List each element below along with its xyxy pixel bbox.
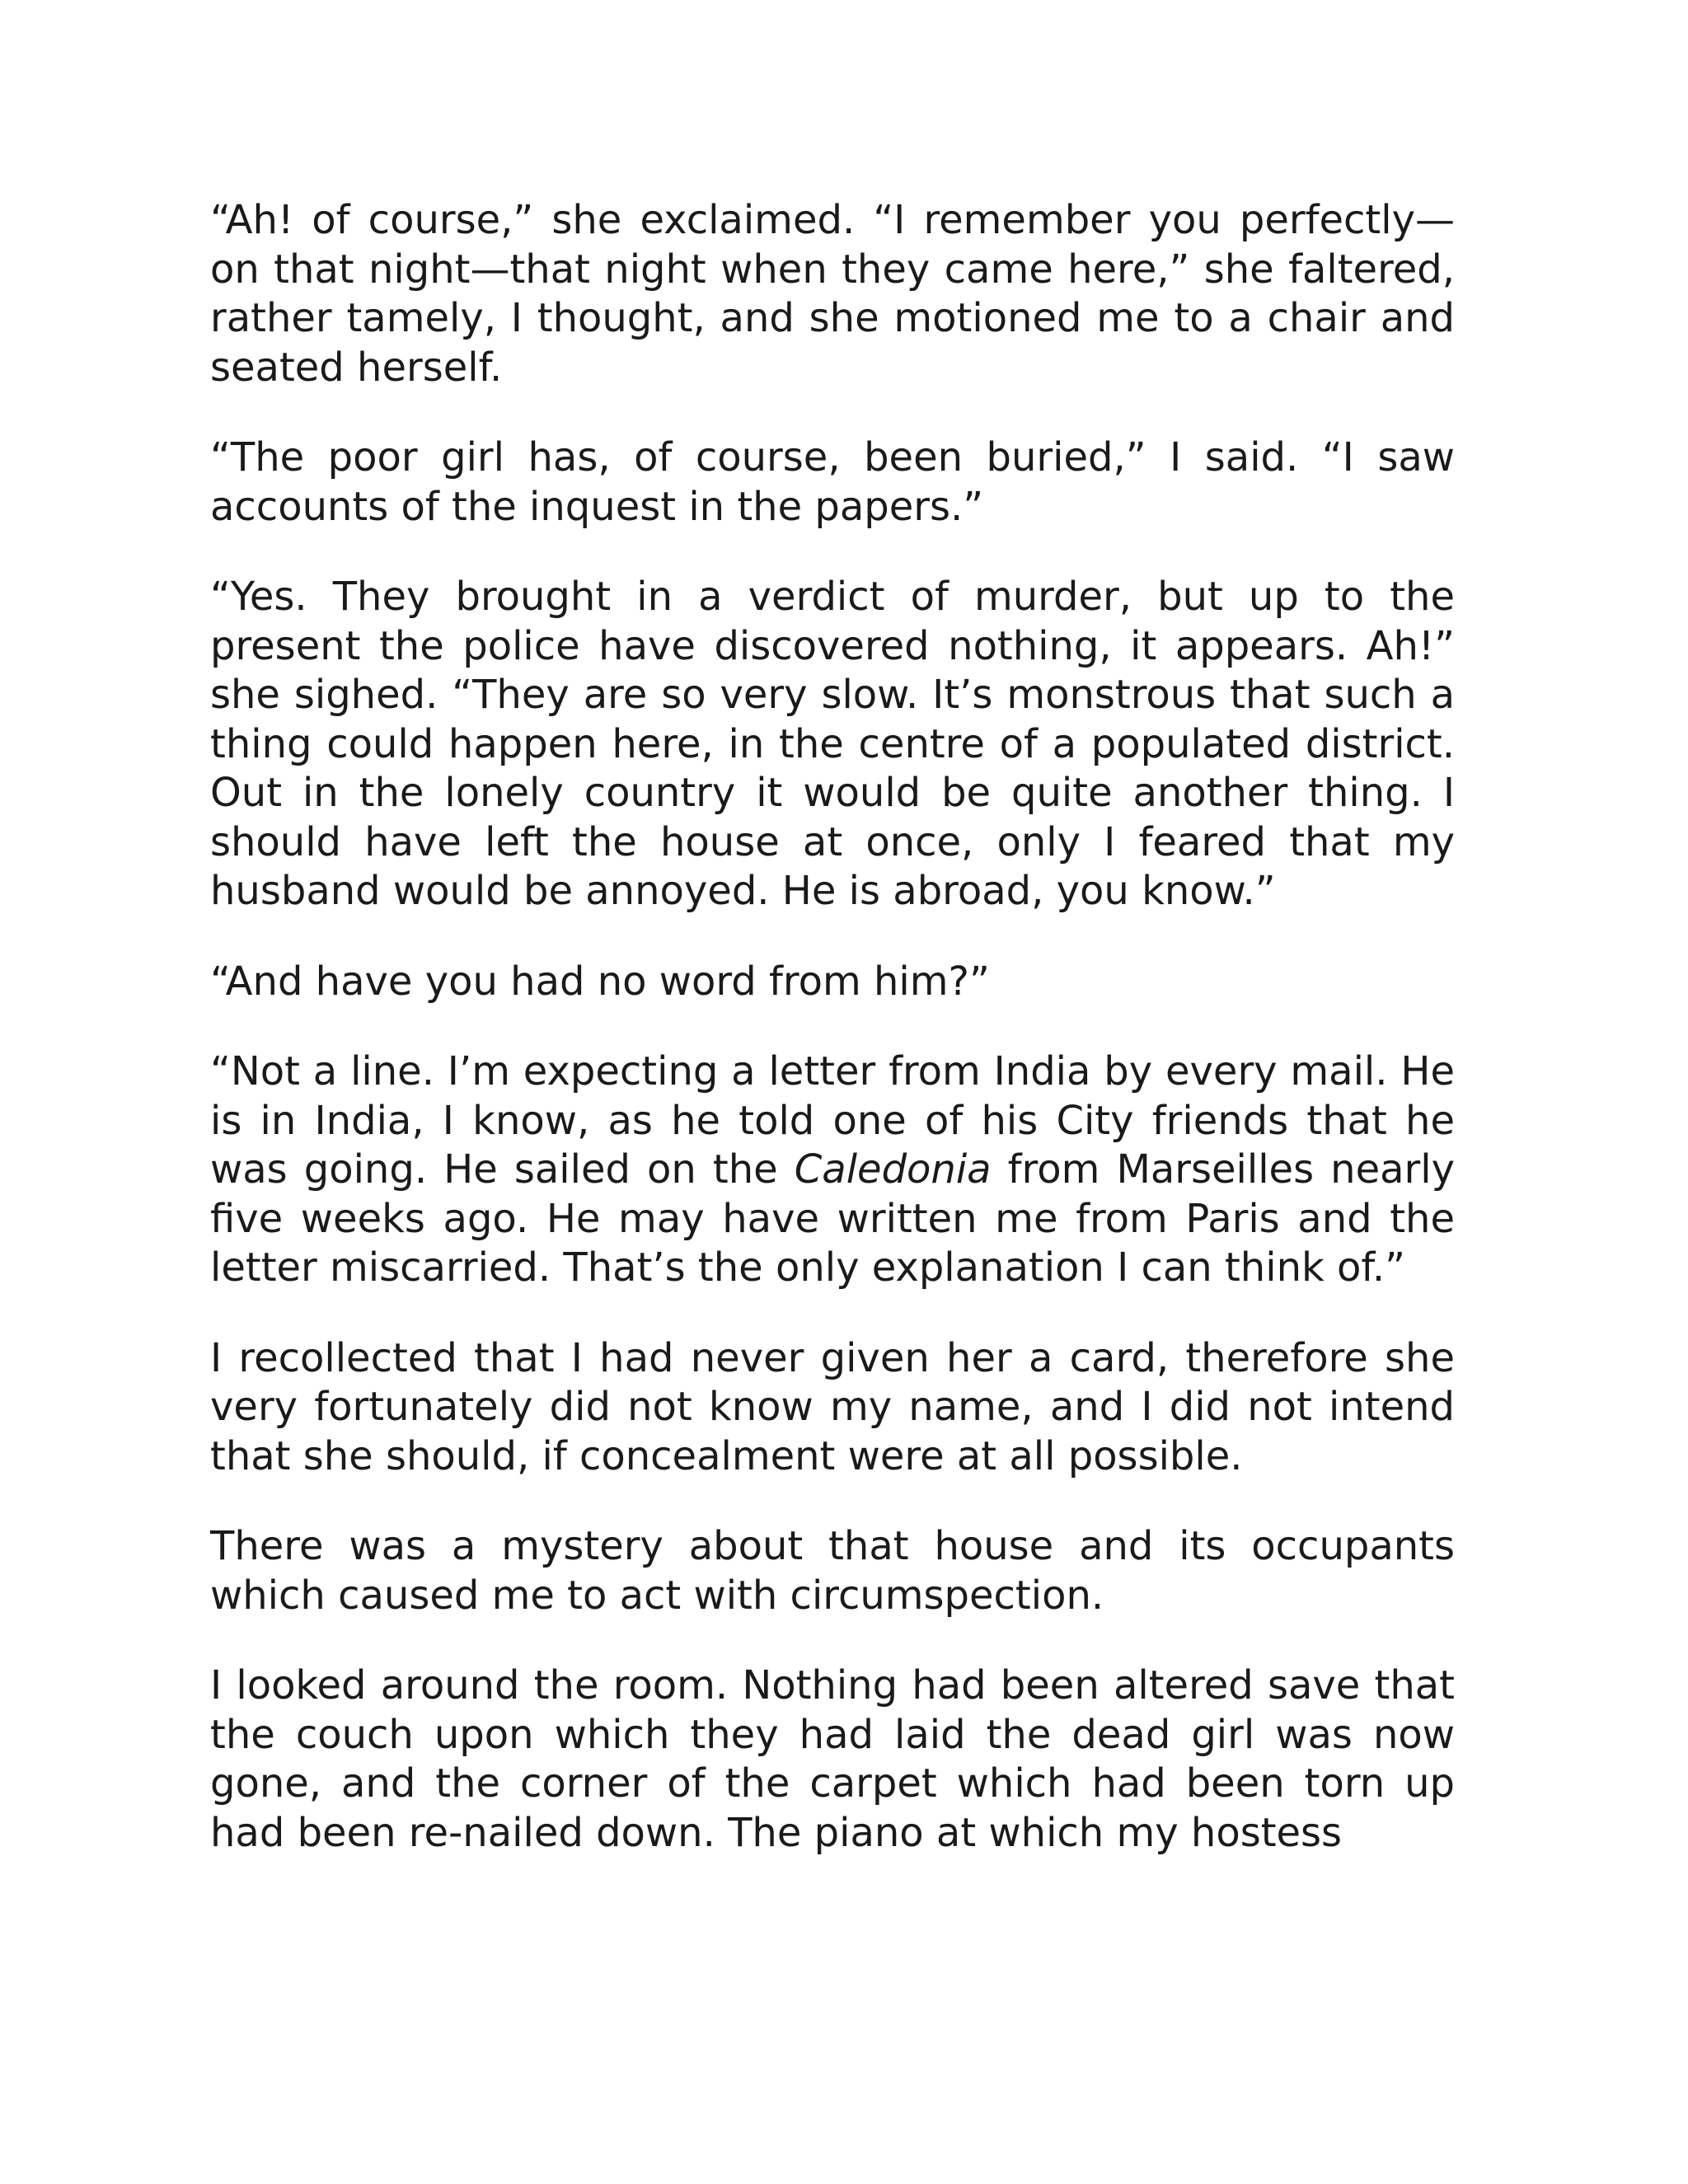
- paragraph-letter-end: from Marseilles nearly five weeks ago. He may have written me from Paris and the letter miscarried. That’s the only explanation I can think of.”: [210, 1146, 1456, 1291]
- paragraph-mystery: There was a mystery about that house and its occupants which caused me to act with circumspection.: [210, 1523, 1455, 1619]
- paragraph-letter-start: “Not a line. I’m expecting a letter from India by every mail. He is in India, I know, as he told one of his City friends that he was going. He sailed on the: [210, 1048, 1455, 1193]
- paragraph-greeting: “Ah! of course,” she exclaimed. “I remember you perfectly—on that night—that night when they came here,” she faltered, rather tamely, I thought, and she motioned me to a chair and seated herself.: [210, 197, 1455, 391]
- paragraph-verdict: “Yes. They brought in a verdict of murder, but up to the present the police have discovered nothing, it appears. Ah!” she sighed. “They are so very slow. It’s monstrous that such a thing could happen here, in the centre of a populated district. Out in the lonely country it would be quite another thing. I should have left the house at once, only I feared that my husband would be annoyed. He is abroad, you know.”: [210, 574, 1455, 914]
- paragraph-letter: [210, 1047, 1455, 1293]
- paragraph-recollection: I recollected that I had never given her a card, therefore she very fortunately did not know my name, and I did not intend that she should, if concealment were at all possible.: [210, 1334, 1455, 1479]
- ship-name: Caledonia: [794, 1146, 992, 1193]
- paragraph-room: I looked around the room. Nothing had been altered save that the couch upon which they had laid the dead girl was now gone, and the corner of the carpet which had been torn up had been re-nailed down. The piano at which my hostess: [210, 1662, 1455, 1856]
- paragraph-burial: “The poor girl has, of course, been buried,” I said. “I saw accounts of the inquest in the papers.”: [210, 434, 1455, 530]
- paragraph-question: “And have you had no word from him?”: [210, 958, 990, 1005]
- page-body: [210, 196, 1455, 1858]
